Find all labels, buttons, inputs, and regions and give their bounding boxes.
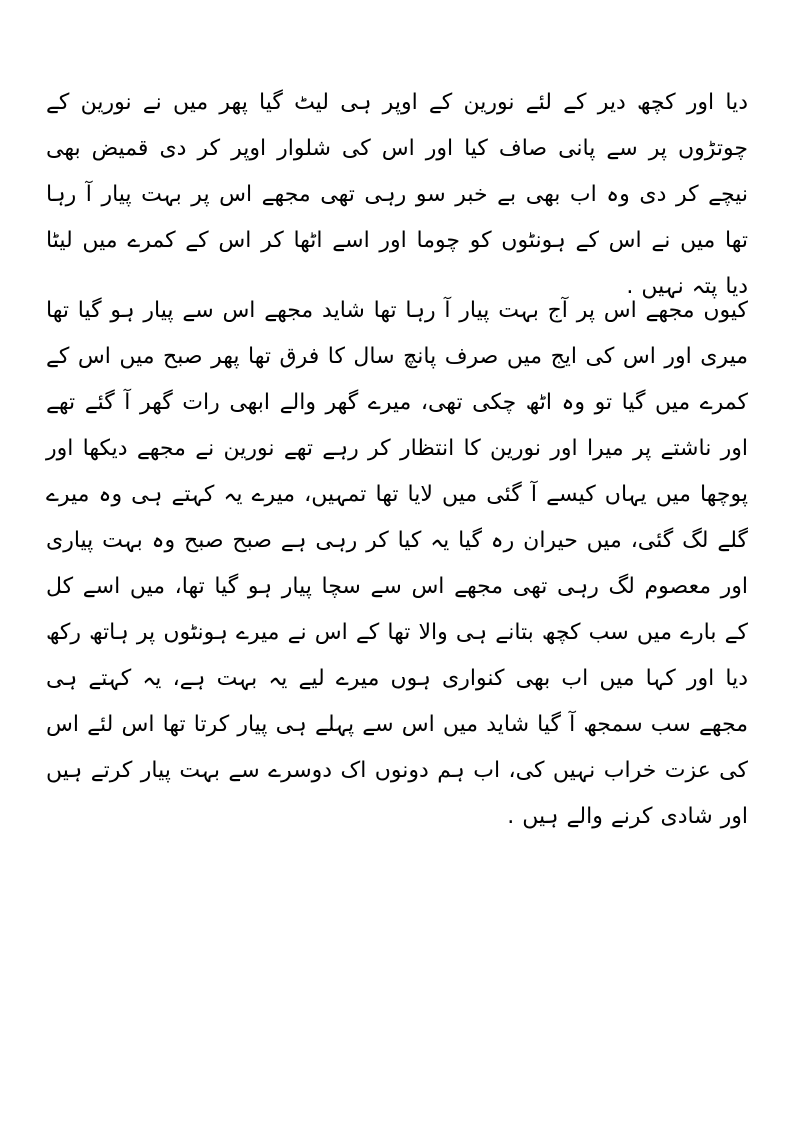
paragraph-1: دیا اور کچھ دیر کے لئے نورین کے اوپر ہی لیٹ گیا پھر میں نے نورین کے چوتڑوں پر سے پانی صاف کیا اور اس کی شلوار اوپر کر دی قمیض بھی نیچے کر دی وہ اب بھی بے خبر سو رہی تھی مجھے اس پر بہت پیار آ رہا تھا میں نے اس کے ہونٹوں کو چوما اور اسے اٹھا کر اس کے کمرے میں لیٹا دیا پتہ نہیں . [46, 90, 748, 299]
paragraph-2: کیوں مجھے اس پر آج بہت پیار آ رہا تھا شاید مجھے اس سے پیار ہو گیا تھا میری اور اس کی ایج میں صرف پانچ سال کا فرق تھا پھر صبح میں اس کے کمرے میں گیا تو وہ اٹھ چکی تھی، میرے گھر والے ابھی رات گھر آ گئے تھے اور ناشتے پر میرا اور نورین کا انتظار کر رہے تھے نورین نے مجھے دیکھا اور پوچھا میں یہاں کیسے آ گئی میں لایا تھا تمہیں، میرے یہ کہتے ہی وہ میرے گلے لگ گئی، میں حیران رہ گیا یہ کیا کر رہی ہے صبح صبح وہ بہت پیاری اور معصوم لگ رہی تھی مجھے اس سے سچا پیار ہو گیا تھا، میں اسے کل کے بارے میں سب کچھ بتانے ہی والا تھا کے اس نے میرے ہونٹوں پر ہاتھ رکھ دیا اور کہا میں اب بھی کنواری ہوں میرے لیے یہ بہت ہے، یہ کہتے ہی مجھے سب سمجھ آ گیا شاید میں اس سے پہلے ہی پیار کرتا تھا اس لئے اس کی عزت خراب نہیں کی، اب ہم دونوں اک دوسرے سے بہت پیار کرتے ہیں اور شادی کرنے والے ہیں . [46, 298, 748, 829]
